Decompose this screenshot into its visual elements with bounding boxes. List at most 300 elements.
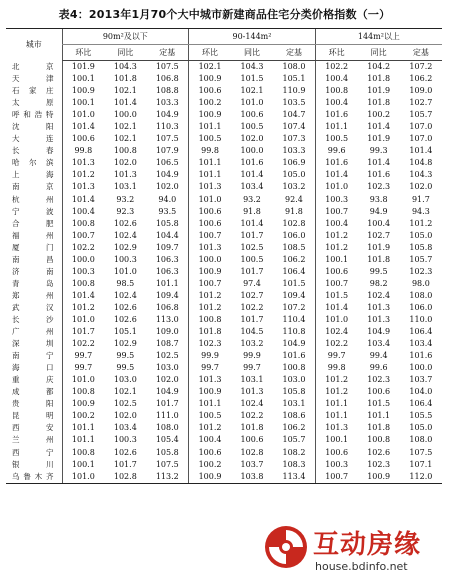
- value-cell: 100.9: [358, 471, 400, 484]
- value-cell: 101.8: [189, 326, 231, 338]
- value-cell: 99.4: [369, 351, 388, 361]
- value-cell: 101.3: [113, 170, 137, 180]
- value-cell: 105.0: [282, 170, 306, 180]
- city-cell: 南昌: [12, 254, 56, 264]
- value-cell: 112.0: [400, 471, 442, 484]
- value-cell: 102.1: [113, 122, 137, 132]
- value-cell: 101.3: [62, 157, 104, 169]
- value-cell: 104.2: [367, 62, 391, 71]
- value-cell: 110.9: [282, 86, 306, 96]
- value-cell: 110.8: [282, 327, 306, 337]
- value-cell: 102.0: [113, 411, 137, 421]
- table-row: [6, 230, 442, 242]
- value-cell: 108.6: [282, 411, 306, 421]
- value-cell: 108.7: [155, 339, 179, 349]
- value-cell: 99.7: [62, 350, 104, 362]
- value-cell: 105.8: [155, 447, 179, 457]
- value-cell: 99.6: [315, 145, 357, 157]
- table-row: [6, 314, 442, 326]
- value-cell: 101.2: [409, 218, 433, 228]
- value-cell: 100.4: [315, 73, 357, 85]
- value-cell: 101.1: [367, 411, 391, 421]
- table-row: [6, 338, 442, 350]
- value-cell: 101.0: [315, 181, 357, 193]
- value-cell: 100.1: [315, 434, 357, 446]
- value-cell: 102.3: [367, 375, 391, 385]
- value-cell: 107.0: [409, 122, 433, 132]
- value-cell: 102.1: [189, 61, 231, 74]
- value-cell: 106.8: [155, 302, 179, 312]
- value-cell: 101.2: [62, 169, 104, 181]
- city-cell: 昆明: [12, 411, 56, 421]
- value-cell: 100.8: [367, 435, 391, 445]
- value-cell: 99.7: [62, 362, 104, 374]
- value-cell: 103.4: [240, 182, 264, 192]
- value-cell: 101.2: [189, 422, 231, 434]
- city-cell: 太原: [12, 98, 56, 108]
- value-cell: 107.1: [409, 459, 433, 469]
- table-row: [6, 218, 442, 230]
- value-cell: 100.8: [189, 314, 231, 326]
- value-cell: 103.4: [367, 339, 391, 349]
- value-cell: 102.3: [409, 266, 433, 276]
- sub-header-yoy: 同比: [358, 45, 400, 61]
- city-cell: 北京: [12, 61, 56, 71]
- table-row: [6, 242, 442, 254]
- value-cell: 101.1: [62, 434, 104, 446]
- value-cell: 103.3: [282, 146, 306, 156]
- value-cell: 101.3: [367, 314, 391, 324]
- city-cell: 济南: [12, 266, 56, 276]
- value-cell: 101.2: [62, 302, 104, 314]
- value-cell: 107.5: [155, 459, 179, 469]
- value-cell: 106.8: [155, 74, 179, 84]
- group-header-mid: 90-144m²: [189, 29, 316, 45]
- value-cell: 91.8: [243, 206, 261, 216]
- value-cell: 102.8: [240, 447, 264, 457]
- value-cell: 100.6: [189, 85, 231, 97]
- value-cell: 101.5: [367, 399, 391, 409]
- value-cell: 100.7: [315, 278, 357, 290]
- value-cell: 103.1: [240, 375, 264, 385]
- value-cell: 102.4: [113, 290, 137, 300]
- value-cell: 101.1: [189, 121, 231, 133]
- value-cell: 101.7: [62, 326, 104, 338]
- value-cell: 100.1: [315, 254, 357, 266]
- value-cell: 102.1: [113, 387, 137, 397]
- value-cell: 92.4: [285, 194, 303, 204]
- watermark-url: house.bdinfo.net: [315, 560, 408, 573]
- table-row: [6, 434, 442, 446]
- value-cell: 105.8: [409, 242, 433, 252]
- value-cell: 100.8: [62, 218, 104, 230]
- value-cell: 101.3: [367, 302, 391, 312]
- value-cell: 106.3: [155, 254, 179, 264]
- table-row: [6, 254, 442, 266]
- value-cell: 100.8: [62, 447, 104, 459]
- value-cell: 100.8: [282, 363, 306, 373]
- value-cell: 100.0: [409, 363, 433, 373]
- value-cell: 102.1: [113, 86, 137, 96]
- value-cell: 101.2: [315, 242, 357, 254]
- value-cell: 101.8: [367, 74, 391, 84]
- value-cell: 113.2: [146, 471, 188, 484]
- value-cell: 105.7: [409, 254, 433, 264]
- value-cell: 105.8: [282, 387, 306, 397]
- value-cell: 93.8: [369, 194, 388, 204]
- value-cell: 102.6: [113, 302, 137, 312]
- city-cell: 广州: [12, 327, 56, 337]
- value-cell: 101.4: [367, 158, 391, 168]
- city-cell: 杭州: [12, 194, 56, 204]
- value-cell: 94.0: [158, 194, 177, 204]
- table-row: [6, 133, 442, 145]
- value-cell: 106.9: [282, 158, 306, 168]
- header-row-sub: [6, 45, 442, 61]
- table-row: [6, 266, 442, 278]
- watermark-name: 互动房缘: [313, 530, 422, 560]
- city-cell: 宁波: [12, 206, 56, 216]
- value-cell: 99.8: [189, 145, 231, 157]
- value-cell: 100.4: [315, 218, 357, 230]
- city-cell: 重庆: [12, 375, 56, 385]
- sub-header-yoy: 同比: [104, 45, 146, 61]
- value-cell: 100.5: [240, 254, 264, 264]
- value-cell: 100.7: [315, 206, 357, 218]
- value-cell: 101.8: [367, 254, 391, 264]
- value-cell: 105.0: [409, 423, 433, 433]
- value-cell: 100.1: [62, 73, 104, 85]
- value-cell: 107.9: [155, 146, 179, 156]
- value-cell: 106.4: [409, 327, 433, 337]
- sub-header-mom: 环比: [62, 45, 104, 61]
- value-cell: 101.9: [367, 242, 391, 252]
- value-cell: 101.0: [62, 374, 104, 386]
- value-cell: 102.3: [189, 338, 231, 350]
- city-cell: 福州: [12, 230, 56, 240]
- city-cell: 呼和浩特: [12, 110, 56, 120]
- table-row: [6, 290, 442, 302]
- value-cell: 102.2: [315, 61, 357, 74]
- value-cell: 103.2: [282, 182, 306, 192]
- value-cell: 100.3: [315, 459, 357, 471]
- value-cell: 110.0: [409, 314, 433, 324]
- city-cell: 银川: [12, 459, 56, 469]
- value-cell: 101.2: [315, 386, 357, 398]
- value-cell: 104.3: [113, 62, 137, 71]
- value-cell: 106.0: [409, 302, 433, 312]
- value-cell: 101.4: [62, 121, 104, 133]
- value-cell: 101.4: [113, 98, 137, 108]
- value-cell: 101.3: [189, 242, 231, 254]
- value-cell: 108.5: [282, 242, 306, 252]
- value-cell: 101.4: [367, 122, 391, 132]
- value-cell: 102.5: [240, 242, 264, 252]
- value-cell: 97.4: [243, 278, 261, 288]
- value-cell: 100.9: [189, 386, 231, 398]
- value-cell: 102.6: [113, 218, 137, 228]
- table-row: [6, 145, 442, 157]
- value-cell: 113.0: [155, 314, 179, 324]
- city-cell: 石家庄: [12, 86, 56, 96]
- sub-header-yoy: 同比: [231, 45, 273, 61]
- table-row: [6, 73, 442, 85]
- value-cell: 100.4: [62, 206, 104, 218]
- value-cell: 101.0: [240, 98, 264, 108]
- value-cell: 106.5: [155, 158, 179, 168]
- city-cell: 贵阳: [12, 399, 56, 409]
- value-cell: 100.6: [189, 218, 231, 230]
- table-row: [6, 278, 442, 290]
- value-cell: 101.5: [240, 74, 264, 84]
- value-cell: 101.4: [409, 146, 433, 156]
- city-cell: 西宁: [12, 447, 56, 457]
- value-cell: 100.9: [189, 471, 231, 484]
- value-cell: 100.2: [189, 97, 231, 109]
- value-cell: 99.5: [369, 266, 388, 276]
- value-cell: 102.6: [113, 447, 137, 457]
- value-cell: 102.0: [155, 182, 179, 192]
- value-cell: 101.3: [315, 422, 357, 434]
- value-cell: 101.1: [315, 398, 357, 410]
- value-cell: 102.4: [315, 326, 357, 338]
- value-cell: 107.0: [409, 134, 433, 144]
- value-cell: 99.5: [116, 363, 135, 373]
- value-cell: 103.3: [155, 98, 179, 108]
- value-cell: 99.7: [243, 363, 261, 373]
- value-cell: 103.1: [113, 182, 137, 192]
- sub-header-base: 定基: [400, 45, 442, 61]
- value-cell: 106.4: [282, 266, 306, 276]
- value-cell: 102.7: [367, 230, 391, 240]
- value-cell: 99.9: [189, 350, 231, 362]
- value-cell: 104.0: [409, 387, 433, 397]
- value-cell: 100.0: [113, 110, 137, 120]
- value-cell: 107.5: [155, 134, 179, 144]
- value-cell: 99.5: [116, 351, 135, 361]
- value-cell: 100.6: [62, 133, 104, 145]
- table-title: 表4：2013年1月70个大中城市新建商品住宅分类价格指数（一）: [58, 8, 391, 21]
- value-cell: 100.3: [113, 254, 137, 264]
- sub-header-mom: 环比: [315, 45, 357, 61]
- value-cell: 102.8: [104, 471, 146, 484]
- value-cell: 100.6: [240, 435, 264, 445]
- value-cell: 100.9: [62, 85, 104, 97]
- value-cell: 102.4: [240, 399, 264, 409]
- city-cell: 南京: [12, 182, 56, 192]
- table-row: [6, 471, 442, 484]
- value-cell: 101.1: [62, 422, 104, 434]
- value-cell: 100.1: [62, 459, 104, 471]
- value-cell: 109.0: [155, 327, 179, 337]
- value-cell: 105.7: [409, 110, 433, 120]
- value-cell: 99.7: [189, 362, 231, 374]
- value-cell: 100.6: [189, 447, 231, 459]
- value-cell: 108.0: [409, 290, 433, 300]
- value-cell: 104.8: [409, 158, 433, 168]
- value-cell: 101.6: [315, 157, 357, 169]
- city-cell: 兰州: [12, 435, 56, 445]
- value-cell: 101.1: [189, 169, 231, 181]
- value-cell: 106.4: [409, 399, 433, 409]
- value-cell: 99.9: [243, 351, 261, 361]
- value-cell: 101.4: [62, 290, 104, 302]
- value-cell: 100.0: [240, 146, 264, 156]
- value-cell: 101.4: [240, 170, 264, 180]
- value-cell: 101.1: [155, 278, 179, 288]
- value-cell: 101.0: [62, 471, 104, 484]
- value-cell: 102.9: [113, 242, 137, 252]
- value-cell: 103.0: [155, 363, 179, 373]
- value-cell: 109.4: [155, 290, 179, 300]
- city-cell: 长春: [12, 146, 56, 156]
- city-cell: 西安: [12, 423, 56, 433]
- value-cell: 105.1: [113, 327, 137, 337]
- value-cell: 102.3: [367, 459, 391, 469]
- value-cell: 102.9: [113, 339, 137, 349]
- value-cell: 100.6: [315, 447, 357, 459]
- table-row: [6, 121, 442, 133]
- value-cell: 101.7: [113, 459, 137, 469]
- value-cell: 109.0: [409, 86, 433, 96]
- value-cell: 101.5: [282, 278, 306, 288]
- value-cell: 102.6: [113, 314, 137, 324]
- table-row: [6, 459, 442, 471]
- value-cell: 104.9: [367, 327, 391, 337]
- swirl-logo-icon: [263, 524, 309, 570]
- value-cell: 100.2: [189, 459, 231, 471]
- value-cell: 102.2: [62, 242, 104, 254]
- city-cell: 海口: [12, 363, 56, 373]
- value-cell: 110.3: [155, 122, 179, 132]
- value-cell: 101.3: [62, 181, 104, 193]
- value-cell: 100.9: [189, 109, 231, 121]
- table-row: [6, 61, 442, 74]
- value-cell: 102.4: [367, 290, 391, 300]
- value-cell: 103.5: [282, 98, 306, 108]
- value-cell: 102.2: [240, 302, 264, 312]
- value-cell: 102.3: [367, 182, 391, 192]
- value-cell: 101.7: [240, 314, 264, 324]
- table-row: [6, 362, 442, 374]
- value-cell: 106.0: [282, 230, 306, 240]
- value-cell: 113.4: [273, 471, 315, 484]
- value-cell: 91.8: [285, 206, 303, 216]
- value-cell: 108.0: [155, 423, 179, 433]
- value-cell: 105.7: [282, 435, 306, 445]
- value-cell: 100.8: [62, 386, 104, 398]
- value-cell: 103.2: [240, 339, 264, 349]
- value-cell: 103.7: [409, 375, 433, 385]
- value-cell: 107.2: [409, 62, 433, 71]
- value-cell: 100.4: [367, 218, 391, 228]
- table-row: [6, 447, 442, 459]
- value-cell: 105.4: [155, 435, 179, 445]
- value-cell: 107.5: [409, 447, 433, 457]
- value-cell: 100.6: [189, 206, 231, 218]
- value-cell: 99.3: [369, 146, 388, 156]
- value-cell: 102.1: [240, 86, 264, 96]
- value-cell: 101.0: [62, 314, 104, 326]
- city-cell: 沈阳: [12, 122, 56, 132]
- value-cell: 105.1: [282, 74, 306, 84]
- value-cell: 105.0: [409, 230, 433, 240]
- value-cell: 103.1: [282, 399, 306, 409]
- value-cell: 100.6: [240, 110, 264, 120]
- value-cell: 102.2: [62, 338, 104, 350]
- table-row: [6, 386, 442, 398]
- value-cell: 101.0: [315, 314, 357, 326]
- value-cell: 103.0: [113, 375, 137, 385]
- value-cell: 104.5: [240, 327, 264, 337]
- value-cell: 104.3: [409, 170, 433, 180]
- city-cell: 厦门: [12, 242, 56, 252]
- value-cell: 103.8: [231, 471, 273, 484]
- value-cell: 108.2: [282, 447, 306, 457]
- value-cell: 100.9: [189, 73, 231, 85]
- city-cell: 青岛: [12, 278, 56, 288]
- value-cell: 102.4: [113, 230, 137, 240]
- value-cell: 101.3: [240, 387, 264, 397]
- value-cell: 102.0: [155, 375, 179, 385]
- value-cell: 106.3: [155, 266, 179, 276]
- group-header-small: 90m²及以下: [62, 29, 189, 45]
- city-cell: 深圳: [12, 339, 56, 349]
- city-cell: 大连: [12, 134, 56, 144]
- value-cell: 101.6: [282, 351, 306, 361]
- value-cell: 102.7: [409, 98, 433, 108]
- value-cell: 103.4: [409, 339, 433, 349]
- value-cell: 101.0: [113, 266, 137, 276]
- value-cell: 100.2: [367, 110, 391, 120]
- value-cell: 98.5: [116, 278, 135, 288]
- table-row: [6, 181, 442, 193]
- value-cell: 102.0: [113, 158, 137, 168]
- value-cell: 108.0: [282, 62, 306, 71]
- value-cell: 103.0: [282, 375, 306, 385]
- table-row: [6, 157, 442, 169]
- value-cell: 100.4: [189, 434, 231, 446]
- value-cell: 101.4: [315, 169, 357, 181]
- value-cell: 101.6: [315, 109, 357, 121]
- value-cell: 99.8: [62, 145, 104, 157]
- table-row: [6, 326, 442, 338]
- value-cell: 102.8: [282, 218, 306, 228]
- value-cell: 110.4: [282, 314, 306, 324]
- value-cell: 107.2: [282, 302, 306, 312]
- value-cell: 101.4: [240, 218, 264, 228]
- value-cell: 100.4: [315, 97, 357, 109]
- value-cell: 102.2: [240, 411, 264, 421]
- value-cell: 101.4: [62, 194, 104, 206]
- price-index-table: [6, 28, 442, 484]
- value-cell: 101.1: [315, 410, 357, 422]
- value-cell: 101.7: [240, 266, 264, 276]
- value-cell: 107.3: [282, 134, 306, 144]
- table-row: [6, 206, 442, 218]
- value-cell: 100.1: [62, 97, 104, 109]
- value-cell: 102.0: [240, 134, 264, 144]
- table-row: [6, 410, 442, 422]
- value-cell: 100.5: [315, 133, 357, 145]
- value-cell: 101.2: [189, 302, 231, 314]
- value-cell: 101.9: [367, 134, 391, 144]
- value-cell: 100.9: [62, 398, 104, 410]
- value-cell: 99.8: [315, 362, 357, 374]
- value-cell: 101.7: [240, 230, 264, 240]
- value-cell: 108.3: [282, 459, 306, 469]
- value-cell: 101.9: [62, 61, 104, 74]
